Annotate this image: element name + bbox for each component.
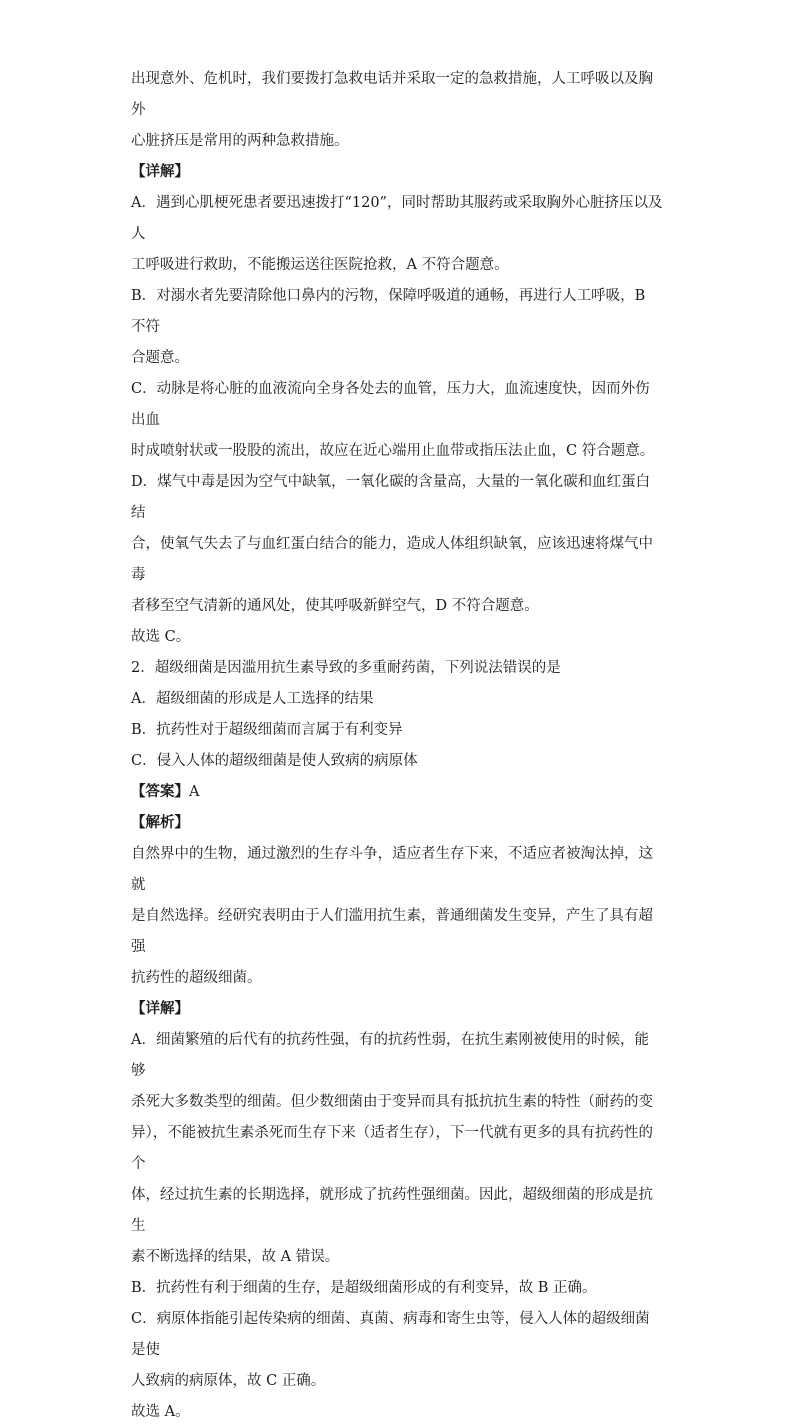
detail-line: 合，使氧气失去了与血红蛋白结合的能力，造成人体组织缺氧，应该迅速将煤气中毒 [131, 536, 653, 583]
analysis-heading: 【解析】 [131, 815, 189, 831]
question-option: C．侵入人体的超级细菌是使人致病的病原体 [131, 753, 418, 769]
analysis-line: 抗药性的超级细菌。 [131, 970, 262, 986]
detail-line: 故选 A。 [131, 1404, 190, 1420]
detail-line: B．对溺水者先要清除他口鼻内的污物，保障呼吸道的通畅，再进行人工呼吸，B 不符 [131, 288, 646, 335]
detail-line: 者移至空气清新的通风处，使其呼吸新鲜空气，D 不符合题意。 [131, 598, 539, 614]
detail-heading: 【详解】 [131, 164, 189, 180]
detail-line: C．病原体指能引起传染病的细菌、真菌、病毒和寄生虫等，侵入人体的超级细菌是使 [131, 1311, 650, 1358]
question-stem: 2．超级细菌是因滥用抗生素导致的多重耐药菌，下列说法错误的是 [131, 660, 561, 676]
intro-line: 出现意外、危机时，我们要拨打急救电话并采取一定的急救措施，人工呼吸以及胸外 [131, 71, 653, 118]
detail-line: 故选 C。 [131, 629, 191, 645]
answer-line [131, 777, 663, 808]
detail-line: A．遇到心肌梗死患者要迅速拨打“120”，同时帮助其服药或采取胸外心脏挤压以及人 [131, 195, 663, 242]
intro-line: 心脏挤压是常用的两种急救措施。 [131, 133, 349, 149]
detail-line: 时成喷射状或一股股的流出，故应在近心端用止血带或指压法止血，C 符合题意。 [131, 443, 655, 459]
detail-line: A．细菌繁殖的后代有的抗药性强，有的抗药性弱，在抗生素刚被使用的时候，能够 [131, 1032, 649, 1079]
detail-line: D．煤气中毒是因为空气中缺氧，一氧化碳的含量高，大量的一氧化碳和血红蛋白结 [131, 474, 651, 521]
detail-line: 人致病的病原体，故 C 正确。 [131, 1373, 326, 1389]
detail-line: 合题意。 [131, 350, 189, 366]
question-option: A．超级细菌的形成是人工选择的结果 [131, 691, 374, 707]
question-option: B．抗药性对于超级细菌而言属于有利变异 [131, 722, 403, 738]
detail-line: 素不断选择的结果，故 A 错误。 [131, 1249, 340, 1265]
detail-line: 杀死大多数类型的细菌。但少数细菌由于变异而具有抵抗抗生素的特性（耐药的变 [131, 1094, 653, 1110]
detail-line: 异），不能被抗生素杀死而生存下来（适者生存），下一代就有更多的具有抗药性的个 [131, 1125, 653, 1172]
analysis-line: 自然界中的生物，通过激烈的生存斗争，适应者生存下来，不适应者被淘汰掉，这就 [131, 846, 653, 893]
detail-heading: 【详解】 [131, 1001, 189, 1017]
document-page [131, 64, 663, 1428]
detail-line: 工呼吸进行救助，不能搬运送往医院抢救，A 不符合题意。 [131, 257, 509, 273]
answer-value: A [189, 784, 200, 800]
analysis-line: 是自然选择。经研究表明由于人们滥用抗生素，普通细菌发生变异，产生了具有超强 [131, 908, 653, 955]
detail-line: 体，经过抗生素的长期选择，就形成了抗药性强细菌。因此，超级细菌的形成是抗生 [131, 1187, 653, 1234]
detail-line: C．动脉是将心脏的血液流向全身各处去的血管，压力大，血流速度快，因而外伤出血 [131, 381, 650, 428]
answer-heading: 【答案】 [131, 784, 189, 800]
detail-line: B．抗药性有利于细菌的生存，是超级细菌形成的有利变异，故 B 正确。 [131, 1280, 597, 1296]
